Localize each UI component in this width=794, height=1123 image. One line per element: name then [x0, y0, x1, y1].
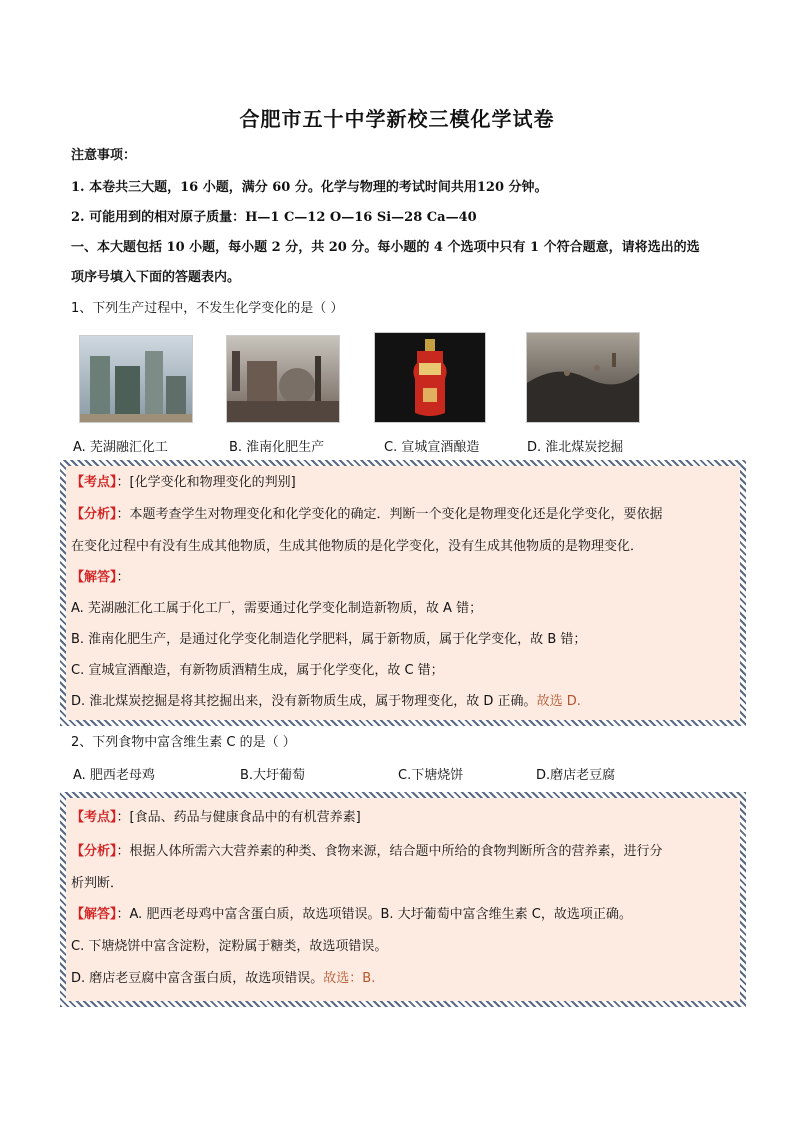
fenxi-text: ：本题考查学生对物理变化和化学变化的确定．判断一个变化是物理变化还是化学变化，要依据 [116, 507, 663, 522]
q2-option-b: B.大圩葡萄 [240, 768, 306, 783]
fenxi-tag: 【分析】 [71, 844, 117, 859]
page-title: 合肥市五十中学新校三模化学试卷 [239, 107, 555, 131]
notice-item-2: 2. 可能用到的相对原子质量：H—1 C—12 O—16 Si—28 Ca—40 [71, 210, 477, 225]
jieda-tag: 【解答】 [71, 907, 117, 922]
d-line-text: D. 淮北煤炭挖掘是将其挖掘出来，没有新物质生成，属于物理变化，故 D 正确。 [71, 694, 537, 709]
jieda-text: ： [116, 570, 130, 585]
chemical-plant-icon [80, 336, 192, 422]
q1-kaodian [71, 473, 296, 493]
q2-fenxi-line2: 析判断． [71, 876, 124, 891]
kaodian-tag: 【考点】 [71, 475, 117, 490]
q1-answer-c: C. 宣城宣酒酿造，有新物质酒精生成，属于化学变化，故 C 错； [71, 663, 444, 678]
q2-fenxi-line1 [71, 842, 663, 862]
d-line-text: D. 磨店老豆腐中富含蛋白质，故选项错误。 [71, 971, 324, 986]
q1-answer-d [71, 692, 581, 712]
kaodian-text: ：[食品、药品与健康食品中的有机营养素] [116, 810, 361, 825]
fenxi-text: ：根据人体所需六大营养素的种类、食物来源，结合题中所给的食物判断所含的营养素，进行分 [116, 844, 663, 859]
chemical-plant-photo [79, 335, 193, 423]
q1-answer-a: A. 芜湖融汇化工属于化工厂，需要通过化学变化制造新物质，故 A 错； [71, 601, 483, 616]
section-instruction-line1: 一、本大题包括 10 小题，每小题 2 分，共 20 分。每小题的 4 个选项中只有 1 个符合题意，请将选出的选 [71, 240, 700, 255]
q2-kaodian [71, 808, 361, 828]
final-answer: 故选 D. [536, 694, 581, 709]
section-instruction-line2: 项序号填入下面的答题表内。 [71, 270, 241, 285]
q1-jieda [71, 568, 130, 588]
q2-option-a: A. 肥西老母鸡 [73, 768, 155, 783]
jieda-tag: 【解答】 [71, 570, 117, 585]
q2-jieda [71, 905, 632, 925]
notice-item-1: 1. 本卷共三大题，16 小题，满分 60 分。化学与物理的考试时间共用120 分钟。 [71, 180, 548, 195]
liquor-bottle-photo [374, 332, 486, 423]
q2-option-d: D.磨店老豆腐 [536, 768, 616, 783]
fertilizer-factory-photo [226, 335, 340, 423]
final-answer: 故选：B. [323, 971, 376, 986]
q2-answer-d [71, 969, 375, 989]
notice-heading: 注意事项： [71, 148, 137, 163]
liquor-bottle-icon [375, 333, 485, 422]
q1-option-c: C. 宣城宣酒酿造 [384, 440, 480, 455]
fenxi-tag: 【分析】 [71, 507, 117, 522]
q2-answer-c: C. 下塘烧饼中富含淀粉，淀粉属于糖类，故选项错误。 [71, 939, 388, 954]
q1-fenxi-line2: 在变化过程中有没有生成其他物质，生成其他物质的是化学变化，没有生成其他物质的是物理变化． [71, 539, 644, 554]
coal-mining-photo [526, 332, 640, 423]
jieda-text: ：A. 肥西老母鸡中富含蛋白质，故选项错误。B. 大圩葡萄中富含维生素 C，故选项正确。 [116, 907, 632, 922]
kaodian-text: ：[化学变化和物理变化的判别] [116, 475, 296, 490]
q1-answer-b: B. 淮南化肥生产，是通过化学变化制造化学肥料，属于新物质，属于化学变化，故 B 错； [71, 632, 587, 647]
q1-option-b: B. 淮南化肥生产 [229, 440, 325, 455]
question-1-stem: 1、下列生产过程中，不发生化学变化的是（ ） [71, 301, 344, 316]
q1-option-a: A. 芜湖融汇化工 [73, 440, 168, 455]
factory-icon [227, 336, 339, 422]
q1-option-d: D. 淮北煤炭挖掘 [527, 440, 624, 455]
q1-solution-box [60, 460, 746, 726]
coal-mining-icon [527, 333, 639, 422]
kaodian-tag: 【考点】 [71, 810, 117, 825]
q1-fenxi-line1 [71, 505, 663, 525]
q2-option-c: C.下塘烧饼 [398, 768, 464, 783]
question-2-stem: 2、下列食物中富含维生素 C 的是（ ） [71, 735, 296, 750]
